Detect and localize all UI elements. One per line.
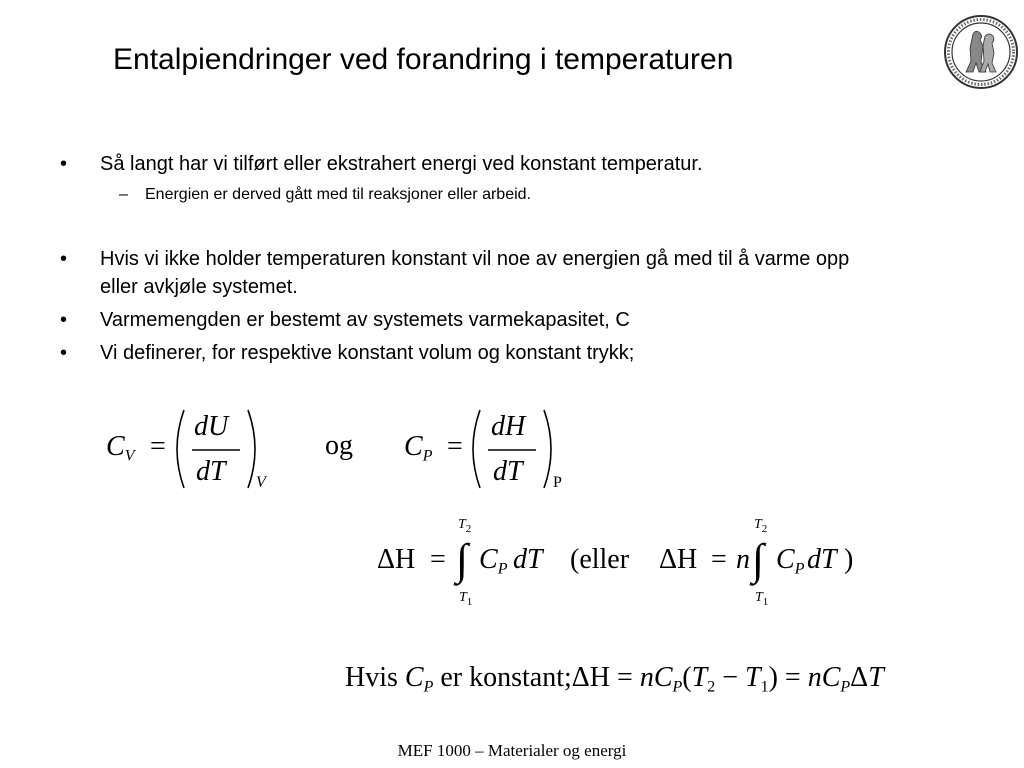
cv-denominator: dT (196, 456, 226, 487)
bullet-text-3: Varmemengden er bestemt av systemets varmekapasitet, C (100, 309, 630, 331)
integral-upper-limit: $T_2$ (754, 517, 768, 535)
bullet-text-4: Vi definerer, for respektive konstant volum og konstant trykk; (100, 342, 635, 364)
bullet-glyph: • (60, 309, 68, 331)
equals-sign: = (447, 431, 463, 462)
n-symbol: n (736, 544, 750, 575)
cp-symbol: CP (404, 662, 434, 696)
bullet-glyph: • (60, 342, 68, 364)
delta-h-expression: ΔH = nCP(T2 − T1) = nCPΔT (571, 662, 884, 696)
cp-integrand: CP (479, 544, 508, 578)
bullet-glyph: • (60, 248, 68, 270)
eller-word: (eller (570, 544, 630, 575)
dash-glyph: – (119, 186, 128, 203)
dt-term: dT (807, 544, 837, 575)
cp-symbol: CP (404, 431, 433, 465)
bullet-glyph: • (60, 153, 68, 175)
delta-h: ΔH (377, 544, 416, 575)
integral-sign: ∫ (456, 535, 469, 584)
cv-outer-subscript: V (256, 474, 266, 491)
close-paren: ) (844, 544, 854, 575)
cp-integrand: CP (776, 544, 805, 578)
cv-symbol: CV (106, 431, 135, 465)
cp-outer-subscript: P (553, 474, 562, 491)
equation-constant-cp (345, 664, 884, 696)
slide-title: Entalpiendringer ved forandring i temperaturen (113, 43, 734, 76)
university-seal-icon (943, 14, 1019, 90)
hvis-word: Hvis (345, 662, 398, 693)
dt-term: dT (513, 544, 543, 575)
sub-bullet-text-1: Energien er derved gått med til reaksjoner eller arbeid. (145, 186, 531, 203)
integral-lower-limit: $T_1$ (459, 590, 473, 608)
delta-h: ΔH (659, 544, 698, 575)
bullet-text-2: Hvis vi ikke holder temperaturen konstant vil noe av energien gå med til å varme opp (100, 248, 850, 270)
bullet-text-2-cont: eller avkjøle systemet. (100, 276, 298, 298)
equals-sign: = (430, 544, 446, 575)
cv-numerator: dU (194, 411, 229, 442)
slide-footer: MEF 1000 – Materialer og energi (397, 741, 627, 760)
equals-sign: = (150, 431, 166, 462)
cp-numerator: dH (491, 411, 526, 442)
bullet-text-1: Så langt har vi tilført eller ekstrahert energi ved konstant temperatur. (100, 153, 703, 175)
cp-denominator: dT (493, 456, 523, 487)
equals-sign: = (711, 544, 727, 575)
integral-upper-limit: $T_2$ (458, 517, 472, 535)
constant-text: er konstant; (440, 662, 572, 693)
integral-sign: ∫ (752, 535, 765, 584)
og-word: og (325, 430, 353, 461)
integral-lower-limit: $T_1$ (755, 590, 769, 608)
